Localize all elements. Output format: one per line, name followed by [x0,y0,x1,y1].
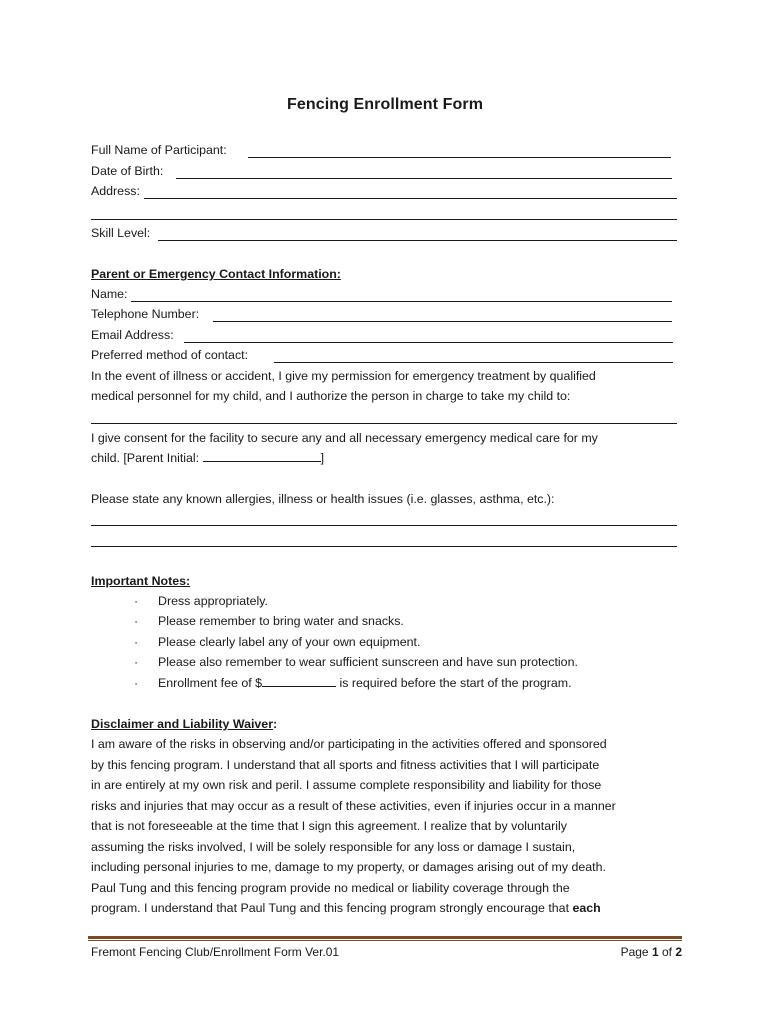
consent-suffix: ] [320,451,325,465]
current-page: 1 [651,945,659,959]
email-label: Email Address: [91,328,174,342]
address-field-line2[interactable] [91,219,677,220]
fee-suffix: is required before the start of the program. [336,676,572,690]
fee-prefix: Enrollment fee of $ [158,676,263,690]
skill-level-field[interactable] [158,240,677,241]
waiver-line: assuming the risks involved, I will be solely responsible for any loss or damage I sustain, [91,839,576,854]
dob-label: Date of Birth: [91,164,164,178]
email-field[interactable] [184,342,673,343]
phone-field[interactable] [213,321,672,322]
waiver-bold-word: each [572,901,601,915]
contact-name-field[interactable] [131,301,672,302]
enrollment-form-page: Fencing Enrollment Form Full Name of Participant: Date of Birth: Address: Skill Level: Parent or Emergency Contact Information: Name: Telephone Number: Email Address: Preferred method of contact: In the event of illness or accident, I give my permission for emergency treatment by qualified medical personnel for my child, and I authorize the person in charge to take my child to: I give consent for the facility to secure any and all necessary emergency medical care for my child. [Parent Initial: ] Please state any known allergies, illness or health issues (i.e. glasses, asthma, etc.): Important Notes: · Dress appropriately. · Please remember to bring water and snacks. · Please clearly label any of your own equipment. · Please also remember to wear sufficient sunscreen and have sun protection. · Enrollment fee of $ is required before the start of the program. Disclaimer and Liability Waiver: I am aware of the risks in observing and/or participating in the activities offered and sponsored by this fencing program. I understand that all sports and fitness activities that I will participate in are entirely at my own risk and peril. I assume complete responsibility and liability for those risks and injuries that may occur as a result of these activities, even if injuries occur in a manner that is not foreseeable at the time that I sign this agreement. I realize that by voluntarily assuming the risks involved, I will be solely responsible for any loss or damage I sustain, including personal injuries to me, damage to my property, or damages arising out of my death. Paul Tung and this fencing program provide no medical or liability coverage through the program. I understand that Paul Tung and this fencing program strongly encourage that each Fremont Fencing Club/Enrollment Form Ver.01 Page 1 of 2 [0,0,770,1024]
waiver-line: Paul Tung and this fencing program provide no medical or liability coverage through the [91,880,570,895]
preferred-contact-label: Preferred method of contact: [91,348,249,362]
preferred-contact-field[interactable] [274,362,673,363]
waiver-heading [91,714,277,734]
contact-heading: Parent or Emergency Contact Information: [91,267,341,281]
total-pages: 2 [675,945,682,959]
full-name-label: Full Name of Participant: [91,143,227,157]
allergies-field-line1[interactable] [91,525,677,526]
bullet-icon: · [134,655,139,669]
form-title: Fencing Enrollment Form [286,96,484,113]
notes-heading: Important Notes: [91,574,191,588]
take-child-to-field[interactable] [91,423,677,424]
consent-text-line1: I give consent for the facility to secure any and all necessary emergency medical care for my [91,431,598,445]
waiver-line: that is not foreseeable at the time that I sign this agreement. I realize that by voluntarily [91,819,567,833]
waiver-paragraph [91,734,683,919]
permission-text-line2: medical personnel for my child, and I authorize the person in charge to take my child to: [91,389,571,403]
waiver-line: risks and injuries that may occur as a result of these activities, even if injuries occur in a manner [91,798,616,813]
contact-name-label: Name: [91,287,128,301]
permission-text-line1: In the event of illness or accident, I give my permission for emergency treatment by qualified [91,369,596,383]
consent-prefix: child. [Parent Initial: [91,451,200,465]
footer-divider-thick [88,936,682,939]
waiver-heading-text: Disclaimer and Liability Waiver [91,717,274,731]
footer-divider-thin [88,940,682,941]
parent-initial-field[interactable] [203,449,321,462]
bullet-icon: · [134,635,139,649]
consent-text-line2 [91,448,324,468]
waiver-line: by this fencing program. I understand that all sports and fitness activities that I will participate [91,757,600,772]
waiver-line-last: program. I understand that Paul Tung and this fencing program strongly encourage that each [91,901,601,915]
footer-page-number: Page 1 of 2 [620,945,682,959]
full-name-field[interactable] [248,157,671,158]
enrollment-fee-field[interactable] [262,674,336,687]
waiver-line: including personal injuries to me, damage to my property, or damages arising out of my death. [91,860,606,874]
waiver-line: I am aware of the risks in observing and/or participating in the activities offered and sponsored [91,737,607,751]
bullet-icon: · [134,614,139,628]
skill-level-label: Skill Level: [91,226,151,240]
allergies-label: Please state any known allergies, illness or health issues (i.e. glasses, asthma, etc.): [91,492,555,506]
waiver-heading-colon: : [273,717,278,731]
phone-label: Telephone Number: [91,307,200,321]
bullet-icon: · [134,594,139,608]
address-label: Address: [91,184,140,198]
bullet-icon: · [134,676,139,690]
dob-field[interactable] [176,178,672,179]
allergies-field-line2[interactable] [91,546,677,547]
address-field[interactable] [144,198,677,199]
footer-form-name: Fremont Fencing Club/Enrollment Form Ver.01 [91,945,340,959]
waiver-line: in are entirely at my own risk and peril. I assume complete responsibility and liability for those [91,778,602,792]
